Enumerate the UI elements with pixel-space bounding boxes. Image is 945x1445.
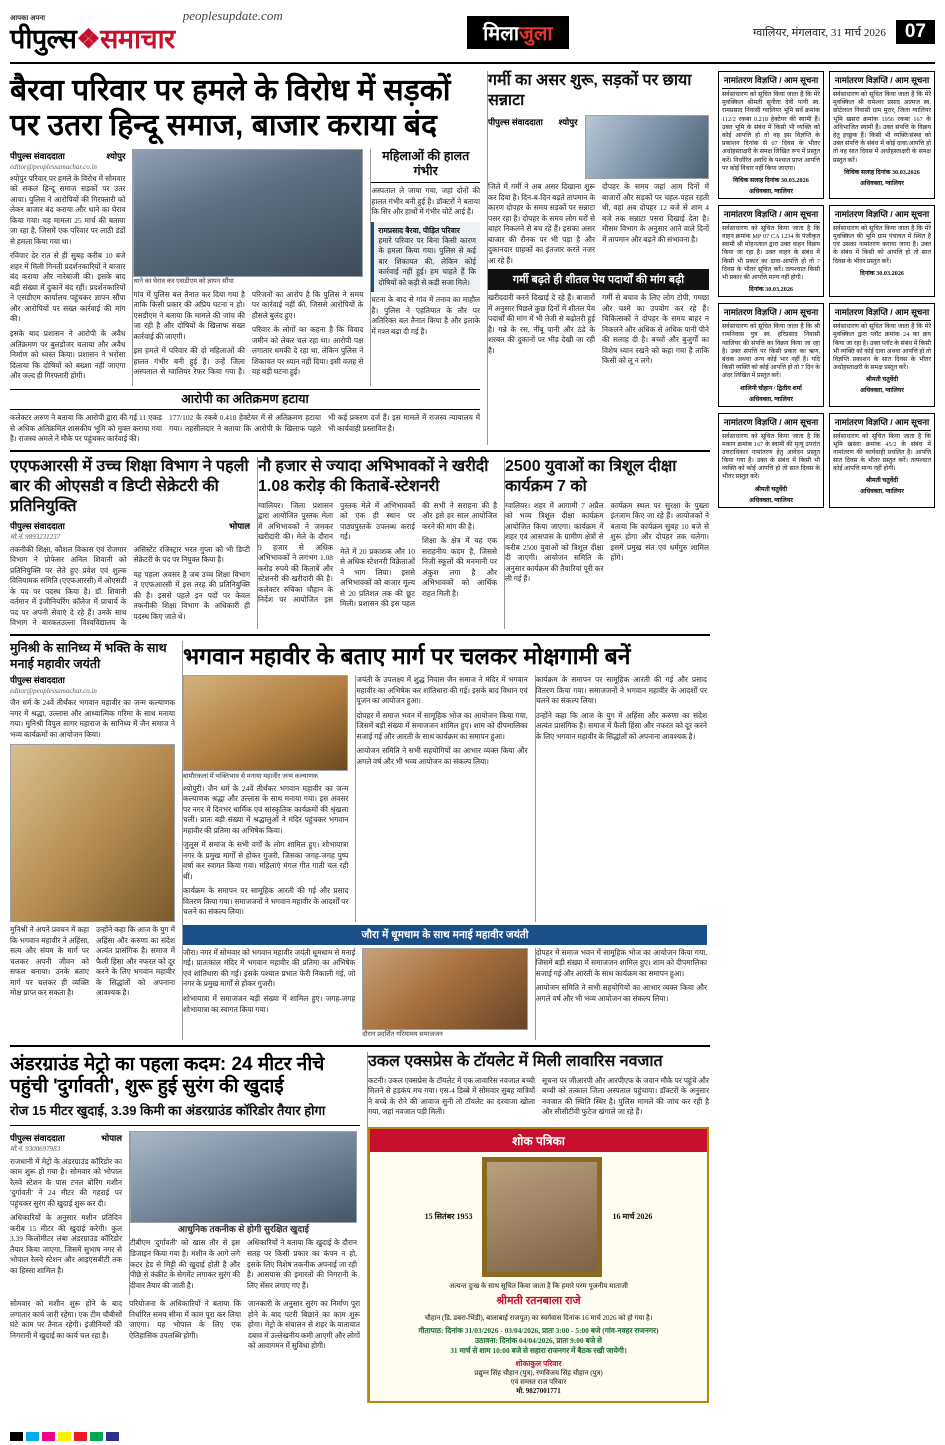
osd-body: तकनीकी शिक्षा, कौशल विकास एवं रोजगार विभाग ने प्रोफेसर अनिल शिवानी को प्रतिनियुक्ति पर लेते हुए प्रवेश एवं शुल्क विनियामक समिति (एएफआरसी) में ओएसडी के पद पर पदस्थ किया है। डॉ. शिवानी वर्तमान में इंजीनियरिंग कॉलेज में प्राचार्य के पद पर अपनी सेवाएं दे रहे हैं। उनके साथ विभाग ने बारकतउल्ला विश्वविद्यालय के असिस्टेंट रजिस्ट्रार भरत गुप्ता को भी डिप्टी सेक्रेटरी के पद पर नियुक्त किया है। यह पहला अवसर है जब उच्च शिक्षा विभाग ने एएफआरसी में इस तरह की प्रतिनियुक्ति की है। इससे पहले इन पदों पर केवल तकनीकी शिक्षा विभाग के अधिकारी ही पदस्थ किए जाते थे। — [10, 544, 250, 628]
lead-sub1-body2: घटना के बाद से गांव में तनाव का माहौल है। पुलिस ने एहतियात के तौर पर अतिरिक्त बल तैनात किया है और इलाके में गश्त बढ़ा दी गई है। — [371, 295, 480, 336]
deeksha-body: ग्वालियर। शहर में आगामी 7 अप्रैल को भव्य त्रिशूल दीक्षा कार्यक्रम आयोजित किया जाएगा। कार्यक्रम में शहर एवं आसपास के ग्रामीण क्षेत्रों से करीब 2500 युवाओं को त्रिशूल दीक्षा दी जाएगी। आयोजन समिति के अनुसार कार्यक्रम की तैयारियां पूरी कर ली गई हैं। कार्यक्रम स्थल पर सुरक्षा के पुख्ता इंतजाम किए जा रहे हैं। आयोजकों ने बताया कि कार्यक्रम सुबह 10 बजे से शुरू होगा और दोपहर तक चलेगा। इसमें प्रमुख संत एवं धर्मगुरु शामिल होंगे। — [505, 500, 709, 584]
weather-sub-body: खरीददारी करने दिखाई दे रहे हैं। बाजारों में अनुसार पिछले कुछ दिनों में शीतल पेय पदार्थों की मांग में भी तेजी से बढ़ोतरी हुई है। गन्ने के रस, नींबू पानी और ठंडे के शरबत की दुकानों पर भीड़ देखी जा रही है। गर्मी से बचाव के लिए लोग टोपी, गमछा और चश्मे का उपयोग कर रहे हैं। चिकित्सकों ने दोपहर के समय बाहर न निकलने और अधिक से अधिक पानी पीने की सलाह दी है। बच्चों और बुजुर्गों का विशेष ध्यान रखने को कहा गया है ताकि किसी को लू न लगे। — [488, 293, 709, 366]
obituary-title: शोक पत्रिका — [370, 1129, 707, 1152]
metro-subhead: रोज 15 मीटर खुदाई, 3.39 किमी का अंडरग्राउंड कॉरिडोर तैयार होगा — [10, 1103, 326, 1119]
metro-body-1: राजधानी में मेट्रो के अंडरग्राउंड कॉरिडोर का काम शुरू हो गया है। सोमवार को भोपाल रेलवे स्टेशन के पास टनल बोरिंग मशीन 'दुर्गावती' ने 24 मीटर की गहराई पर पहुंचकर सुरंग की खुदाई शुरू कर दी। अधिकारियों के अनुसार मशीन प्रतिदिन करीब 15 मीटर की खुदाई करेगी। कुल 3.39 किलोमीटर लंबा अंडरग्राउंड कॉरिडोर तैयार किया जाएगा, जिसमें सुभाष नगर से भोपाल रेलवे स्टेशन और आइएसबीटी तक का हिस्सा शामिल है। — [10, 1156, 122, 1275]
ukal-body: कटनी। उकल एक्सप्रेस के टॉयलेट में एक लावारिस नवजात बच्ची मिलने से हड़कंप मच गया। एस-4 डिब्बे में सोमवार सुबह यात्रियों ने बच्चे के रोने की आवाज सुनी तो टॉयलेट का दरवाजा खोला गया, जहां नवजात पड़ी मिली। सूचना पर जीआरपी और आरपीएफ के जवान मौके पर पहुंचे और बच्ची को तत्काल जिला अस्पताल पहुंचाया। डॉक्टरों के अनुसार नवजात की स्थिति स्थिर है। पुलिस मामले की जांच कर रही है और सीसीटीवी फुटेज खंगाले जा रहे हैं। — [368, 1075, 709, 1117]
weather-headline: गर्मी का असर शुरू, सड़कों पर छाया सन्नाटा — [488, 72, 692, 109]
mahavir-photo-main — [10, 744, 175, 922]
metro-body-2: टीबीएम 'दुर्गावती' को खास तौर से इस डिजाइन किया गया है। मशीन के आगे लगे कटर हेड से मिट्टी की खुदाई होती है और पीछे से कंक्रीट के सेगमेंट लगाकर सुरंग की दीवार तैयार की जाती है। अधिकारियों ने बताया कि खुदाई के दौरान सतह पर किसी प्रकार का कंपन न हो, इसके लिए विशेष तकनीक अपनाई जा रही है। आसपास की इमारतों की निगरानी के लिए सेंसर लगाए गए हैं। — [130, 1238, 357, 1290]
publication-logo[interactable] — [10, 14, 175, 56]
ad-body: सर्वसाधारण को सूचित किया जाता है कि मेरे मुवक्किल द्वारा प्लॉट क्रमांक 24 का क्रय किया जा रहा है। उक्त प्लॉट के संबंध में किसी भी व्यक्ति को कोई दावा अथवा आपत्ति हो तो विज्ञप्ति प्रकाशन के सात दिवस के भीतर अधोहस्ताक्षरी के समक्ष प्रस्तुत करें। — [833, 323, 931, 372]
ad-footer: शालिनी चौहान / द्वितीय शर्मा — [740, 384, 802, 392]
books-headline: नौ हजार से ज्यादा अभिभावकों ने खरीदी 1.08 करोड़ की किताबें-स्टेशनरी — [258, 457, 489, 495]
metro-headline: अंडरग्राउंड मेट्रो का पहला कदम: 24 मीटर नीचे पहुंची 'दुर्गावती', शुरू हुई सुरंग की खुदाई — [10, 1053, 325, 1098]
classified-ad[interactable] — [718, 413, 824, 508]
mahavir-kicker: मुनिश्री के सानिध्य में भक्ति के साथ मनाई महावीर जयंती — [10, 640, 167, 671]
ad-footer: विधिक सलाह दिनांक 30.03.2026 — [733, 176, 809, 184]
metro-photo-caption: आधुनिक तकनीक से होगी सुरक्षित खुदाई — [178, 1224, 309, 1235]
ad-body: सर्वसाधारण को सूचित किया जाता है कि श्री रामनिवास पुत्र स्व. हरिप्रसाद निवासी ग्वालियर की संपत्ति का विक्रय किया जा रहा है। उक्त संपत्ति पर किसी प्रकार का ऋण, बंधक अथवा अन्य कोई भार नहीं है। यदि किसी व्यक्ति को कोई आपत्ति हो तो 7 दिन के अंदर लिखित में प्रस्तुत करें। — [722, 323, 820, 380]
lead-headline: बैरवा परिवार पर हमले के विरोध में सड़कों पर उतरा हिन्दू समाज, बाजार कराया बंद — [10, 74, 451, 143]
ad-body: सर्वसाधारण को सूचित किया जाता है कि वाहन क्रमांक MP 07 CA 1234 के पंजीकृत स्वामी श्री मोहनलाल द्वारा उक्त वाहन विक्रय किया जा रहा है। उक्त वाहन के संबंध में किसी भी प्रकार का दावा-आपत्ति हो तो 7 दिवस के भीतर सूचित करें। तत्पश्चात किसी भी प्रकार की आपत्ति मान्य नहीं होगी। — [722, 224, 820, 281]
jaura-photo-caption: दौरान प्रदर्शित गरिमामय समाजजन — [362, 1031, 443, 1039]
ad-footer: श्रीमती चतुर्वेदी — [865, 376, 899, 384]
ad-footer-2: अधिवक्ता, ग्वालियर — [860, 387, 904, 395]
classified-ad[interactable] — [829, 303, 935, 406]
ukal-story — [368, 1052, 709, 1122]
obituary-family: प्रद्युम्न सिंह चौहान (पुत्र), रणविजय सिंह चौहान (पुत्र) — [474, 1369, 603, 1377]
ad-body: सर्वसाधारण को सूचित किया जाता है कि भूमि खसरा क्रमांक 45/2 के संबंध में नामांतरण की कार्यवाही प्रचलित है। आपत्ति सात दिवस के भीतर प्रस्तुत करें। तत्पश्चात कोई आपत्ति मान्य नहीं होगी। — [833, 432, 931, 473]
obituary-uthawana: उठावना: दिनांक 04/04/2026, प्रातः 9:00 बजे से — [474, 1336, 603, 1345]
weather-subhead-bar: गर्मी बढ़ते ही शीतल पेय पदार्थों की मांग बढ़ी — [488, 269, 709, 290]
ad-heading: नामांतरण विज्ञप्ति / आम सूचना — [722, 307, 820, 321]
mahavir-photo-2 — [183, 675, 348, 771]
obituary-gitapath: गीतापाठ: दिनांक 31/03/2026 - 03/04/2026, प्रातः 3:00 - 5:00 बजे (गांव-नवहर राजनगर) — [418, 1326, 659, 1335]
classified-ad[interactable] — [829, 413, 935, 508]
ad-body: सर्वसाधारण को सूचित किया जाता है कि मकान क्रमांक 167 के स्वामी की मृत्यु उपरांत उत्तराधिकार नामांतरण हेतु आवेदन प्रस्तुत किया गया है। उक्त के संबंध में किसी भी व्यक्ति को कोई आपत्ति हो तो सात दिवस के भीतर प्रस्तुत करें। — [722, 432, 820, 481]
books-story — [257, 457, 497, 629]
logo-superscript: आपका अपना — [10, 14, 46, 22]
ad-body: सर्वसाधारण को सूचित किया जाता है कि मेरे मुवक्किल श्री रामेश्वर प्रसाद आत्मज स्व. छोटेलाल निवासी ग्राम मुरार, जिला ग्वालियर भूमि खसरा क्रमांक 1956 रकबा 167 के अविभाजित स्वामी हैं। उक्त संपत्ति के विक्रय हेतु इच्छुक हैं। किसी भी व्यक्ति/संस्था को उक्त संपत्ति के संबंध में कोई दावा/आपत्ति हो तो वह सात दिवस में अधोहस्ताक्षरी के समक्ष प्रस्तुत करें। — [833, 91, 931, 164]
ad-heading: नामांतरण विज्ञप्ति / आम सूचना — [833, 75, 931, 89]
jaura-photo — [362, 948, 527, 1030]
weather-photo — [585, 115, 709, 179]
obituary-line-2: चौहान (डि. डबरा-भिंडी), बालाबाई राजपूत) का स्वर्गवास दिनांक 16 मार्च 2026 को हो गया है। — [424, 1313, 653, 1322]
ad-heading: नामांतरण विज्ञप्ति / आम सूचना — [722, 417, 820, 431]
page-number: 07 — [896, 20, 935, 44]
deeksha-headline: 2500 युवाओं का त्रिशूल दीक्षा कार्यक्रम 7 को — [505, 457, 677, 495]
ad-footer-2: अधिवक्ता, ग्वालियर — [860, 179, 904, 187]
obituary-family-2: एवं समस्त राज परिवार — [510, 1378, 567, 1386]
ad-footer: श्रीमती चतुर्वेदी — [754, 485, 788, 493]
lead-photo-caption: थाने का घेराव कर एसडीएम को ज्ञापन सौंपा — [133, 278, 234, 286]
website-url[interactable]: peoplesupdate.com — [182, 8, 283, 23]
obituary-line-1: अत्यन्त दुःख के साथ सूचित किया जाता है कि हमारे परम पूजनीय माताजी — [449, 1281, 628, 1290]
lead-sub1-body: अस्पताल ले जाया गया, जहां दोनों की हालत गंभीर बनी हुई है। डॉक्टरों ने बताया कि सिर और हाथों में गंभीर चोटें आई हैं। — [371, 186, 480, 217]
lead-byline-email: editor@peoplessamachar.co.in — [10, 162, 97, 171]
ad-footer-2: अधिवक्ता, ग्वालियर — [749, 187, 793, 195]
osd-headline: एएफआरसी में उच्च शिक्षा विभाग ने पहली बार की ओएसडी व डिप्टी सेक्रेटरी की प्रतिनियुक्ति — [10, 457, 249, 515]
cmyk-registration-bar — [10, 1432, 119, 1441]
lead-photo — [133, 149, 363, 277]
masthead — [10, 8, 935, 64]
ad-footer: दिनांक 30.03.2026 — [748, 286, 794, 294]
obituary-portrait — [482, 1157, 602, 1277]
masthead-left — [10, 8, 283, 56]
mahavir-headline: भगवान महावीर के बताए मार्ग पर चलकर मोक्षगामी बनें — [183, 642, 631, 669]
mahavir-right-body-2: कार्यक्रम के समापन पर सामूहिक आरती की गई और प्रसाद वितरण किया गया। समाजजनों ने भगवान महावीर के आदर्शों पर चलने का संकल्प लिया। उन्होंने कहा कि आज के युग में अहिंसा और करुणा का संदेश अत्यंत प्रासंगिक है। समाज में फैली हिंसा और नफरत को दूर करने के लिए भगवान महावीर के सिद्धांतों को अपनाना आवश्यक है। — [535, 675, 707, 741]
weather-story — [487, 71, 709, 445]
dateline: ग्वालियर, मंगलवार, 31 मार्च 2026 — [753, 26, 886, 39]
ad-heading: नामांतरण विज्ञप्ति / आम सूचना — [833, 209, 931, 223]
metro-body-3: सोमवार को मशीन शुरू होने के बाद लगातार कार्य जारी रहेगा। एक टीम चौबीसों घंटे काम पर तैनात रहेगी। इंजीनियरों की निगरानी में खुदाई का कार्य चल रहा है। परियोजना के अधिकारियों ने बताया कि निर्धारित समय सीमा में काम पूरा कर लिया जाएगा। यह भोपाल के लिए एक ऐतिहासिक उपलब्धि होगी। जानकारी के अनुसार सुरंग का निर्माण पूरा होने के बाद पटरी बिछाने का काम शुरू होगा। मेट्रो के संचालन से शहर के यातायात दबाव में उल्लेखनीय कमी आएगी और लोगों को आवागमन में सुविधा होगी। — [10, 1299, 360, 1351]
classified-ad[interactable] — [829, 71, 935, 199]
mahavir-mid-body: श्योपुरी। जैन धर्म के 24वें तीर्थंकर भगवान महावीर का जन्म कल्याणक श्रद्धा और उल्लास के साथ मनाया गया। इस अवसर पर नगर में दिनभर धार्मिक एवं सांस्कृतिक कार्यक्रमों की श्रृंखला चली। प्रातः बड़ी संख्या में श्रद्धालुओं ने मंदिर पहुंचकर भगवान महावीर की प्रतिमा का अभिषेक किया। जुलूस में समाज के सभी वर्गों के लोग शामिल हुए। शोभायात्रा नगर के प्रमुख मार्गों से होकर गुजरी, जिसका जगह-जगह पुष्प वर्षा कर स्वागत किया गया। महिलाएं मंगल गीत गाती चल रही थीं। कार्यक्रम के समापन पर सामूहिक आरती की गई और प्रसाद वितरण किया गया। समाजजनों ने भगवान महावीर के आदर्शों पर चलने का संकल्प लिया। — [183, 783, 349, 917]
classified-ad[interactable] — [718, 71, 824, 199]
ad-heading: नामांतरण विज्ञप्ति / आम सूचना — [722, 209, 820, 223]
ad-footer: दिनांक 30.03.2026 — [859, 269, 905, 277]
jaura-bar: जौरा में धूमधाम के साथ मनाई महावीर जयंती — [183, 925, 707, 945]
quote-attribution: रामप्रसाद बैरवा, पीड़ित परिवार — [378, 225, 460, 235]
obituary-shokakul: शोकाकुल परिवार — [515, 1359, 562, 1368]
mahavir-right-body: जयंती के उपलक्ष्य में शुद्ध निवास जैन समाज ने मंदिर में भगवान महावीर का अभिषेक कर शांतिधारा की गई। इसके बाद विधान एवं पूजन का आयोजन हुआ। दोपहर में समाज भवन में सामूहिक भोज का आयोजन किया गया, जिसमें बड़ी संख्या में समाजजन शामिल हुए। शाम को दीपमालिका सजाई गई और आरती के साथ कार्यक्रम का समापन हुआ। आयोजन समिति ने सभी सहयोगियों का आभार व्यक्त किया और अगले वर्ष और भी भव्य आयोजन का संकल्प लिया। — [356, 675, 528, 766]
mahavir-left-body: जैन धर्म के 24वें तीर्थंकर भगवान महावीर का जन्म कल्याणक नगर में श्रद्धा, उल्लास और आध्यात्मिक गरिमा के साथ मनाया गया। मुनिश्री विपुल सागर महाराज के सानिध्य में जैन समाज ने भव्य कार्यक्रमों का आयोजन किया। — [10, 698, 175, 739]
deeksha-story — [504, 457, 709, 629]
ad-body: सर्वसाधारण को सूचित किया जाता है कि मेरे मुवक्किल श्रीमती सुनीता देवी पत्नी स्व. रामप्रसाद निवासी ग्वालियर भूमि सर्वे क्रमांक 112/2 रकबा 0.218 हेक्टेयर की स्वामी हैं। उक्त भूमि के संबंध में किसी भी व्यक्ति को कोई आपत्ति हो तो वह इस विज्ञप्ति के प्रकाशन दिनांक से 07 दिवस के भीतर अधोहस्ताक्षरी के समक्ष लिखित रूप में प्रस्तुत करें। निर्धारित अवधि के पश्चात प्राप्त आपत्ति पर कोई विचार नहीं किया जाएगा। — [722, 91, 820, 172]
mahavir-email: editor@peoplessamachar.co.in — [10, 687, 97, 696]
metro-photo — [130, 1131, 357, 1223]
mahavir-byline: पीपुल्स संवाददाता — [10, 675, 65, 686]
metro-byline: पीपुल्स संवाददाता भोपाल — [10, 1132, 122, 1143]
ad-footer-2: अधिवक्ता, ग्वालियर — [749, 395, 793, 403]
logo-text: पीपुल्स❖समाचार — [10, 24, 175, 54]
lead-byline: पीपुल्स संवाददाता श्योपुर — [10, 150, 126, 161]
obituary-phone: मो. 9827001771 — [516, 1387, 561, 1395]
osd-mobile: मो.नं. 9893231237 — [10, 532, 61, 541]
lead-body-col1: श्योपुर परिवार पर हमले के विरोध में सोमवार को सकल हिन्दू समाज सड़कों पर उतर आया। पुलिस ने आरोपियों की गिरफ्तारी को लेकर बाजार बंद कराया और थाने का घेराव किया गया। यह मामला 25 मार्च की बताया जा रहा है, जिसमें एक परिवार पर लाठी डंडों से हमला किया गया था। रविवार देर रात से ही सुबह करीब 10 बजे शहर में मिली गिनती प्रदर्शनकारियों ने बाजार बंद कराया और नारेबाजी की। इसके बाद बड़ी संख्या में दुकानें बंद रहीं। प्रदर्शनकारियों ने एसडीएम कार्यालय पहुंचकर ज्ञापन सौंपा और आरोपियों पर सख्त कार्रवाई की मांग की। इसके बाद प्रशासन ने आरोपी के अवैध अतिक्रमण पर बुलडोजर चलाया और अवैध निर्माण को ध्वस्त किया। प्रशासन ने भरोसा दिलाया कि दोषियों को बख्शा नहीं जाएगा और जल्द ही गिरफ्तारी होगी। — [10, 173, 126, 381]
lead-story — [10, 71, 480, 445]
lead-subhead-1: महिलाओं की हालत गंभीर — [371, 149, 480, 183]
obituary-death-date: 16 मार्च 2026 — [612, 1212, 653, 1222]
jaura-body: जौरा। नगर में सोमवार को भगवान महावीर जयंती धूमधाम से मनाई गई। प्रातःकाल मंदिर में भगवान महावीर की प्रतिमा का अभिषेक एवं शांतिधारा की गई। इसके पश्चात प्रभात फेरी निकाली गई, जो नगर के प्रमुख मार्गों से होकर गुजरी। शोभायात्रा में समाजजन बड़ी संख्या में शामिल हुए। जगह-जगह शोभायात्रा का स्वागत किया गया। — [183, 947, 356, 1014]
mahavir-left-body2: मुनिश्री ने अपने प्रवचन में कहा कि भगवान महावीर ने अहिंसा, सत्य और संयम के मार्ग पर चलकर अपनी जीवन को सफल बनाया। उनके बताए मार्ग पर चलकर ही व्यक्ति मोक्ष प्राप्त कर सकता है। उन्होंने कहा कि आज के युग में अहिंसा और करुणा का संदेश अत्यंत प्रासंगिक है। समाज में फैली हिंसा और नफरत को दूर करने के लिए भगवान महावीर के सिद्धांतों को अपनाना आवश्यक है। — [10, 925, 175, 998]
ad-footer: श्रीमती चतुर्वेदी — [865, 477, 899, 485]
books-body: ग्वालियर। जिला प्रशासन द्वारा आयोजित पुस्तक मेला में अभिभावकों ने जमकर खरीदारी की। मेले के दौरान 9 हजार से अधिक अभिभावकों ने लगभग 1.08 करोड़ रुपये की किताबें और स्टेशनरी की खरीदारी की है। कलेक्टर रुचिका चौहान के निर्देश पर आयोजित इस पुस्तक मेले में अभिभावकों को एक ही स्थान पर पाठ्यपुस्तकें उपलब्ध कराई गईं। मेले में 20 प्रकाशक और 10 से अधिक स्टेशनरी विक्रेताओं ने भाग लिया। इससे अभिभावकों को बाजार मूल्य से 20 प्रतिशत तक की छूट मिली। प्रशासन की इस पहल की सभी ने सराहना की है और इसे हर साल आयोजित करने की मांग की है। शिक्षा के क्षेत्र में यह एक सराहनीय कदम है, जिससे निजी स्कूलों की मनमानी पर अंकुश लगा है और अभिभावकों को आर्थिक राहत मिली है। — [258, 500, 497, 609]
masthead-right — [753, 20, 935, 44]
lead-stats-body: कलेक्टर अरुण ने बताया कि आरोपी द्वारा की गई 11 एकड़ से अधिक अतिक्रमित शासकीय भूमि को मुक्त कराया गया है। राजस्व अमले ने मौके पर पहुंचकर कार्रवाई की। 177/102 के रकबे 0.418 हेक्टेयर में से अतिक्रमण हटाया गया। तहसीलदार ने बताया कि आरोपी के खिलाफ पहले भी कई प्रकरण दर्ज हैं। इस मामले में राजस्व न्यायालय में भी कार्यवाही प्रस्तावित है। — [10, 413, 480, 444]
ad-footer-2: अधिवक्ता, ग्वालियर — [749, 496, 793, 504]
jaura-body-2: दोपहर में समाज भवन में सामूहिक भोज का आयोजन किया गया, जिसमें बड़ी संख्या में समाजजन शामिल हुए। शाम को दीपमालिका सजाई गई और आरती के साथ कार्यक्रम का समापन हुआ। आयोजन समिति ने सभी सहयोगियों का आभार व्यक्त किया और अगले वर्ष और भी भव्य आयोजन का संकल्प लिया। — [535, 947, 708, 1003]
osd-story — [10, 457, 250, 629]
ad-heading: नामांतरण विज्ञप्ति / आम सूचना — [833, 417, 931, 431]
ukal-headline: उकल एक्सप्रेस के टॉयलेट में मिली लावारिस नवजात — [368, 1052, 663, 1070]
classified-ad[interactable] — [829, 205, 935, 297]
quote-text: हमारे परिवार पर बिना किसी कारण के हमला किया गया। पुलिस से कई बार शिकायत की, लेकिन कोई कार्रवाई नहीं हुई। हम चाहते हैं कि दोषियों को कड़ी से कड़ी सजा मिले। — [378, 235, 476, 287]
metro-mobile: मो.नं. 9300697983 — [10, 1144, 61, 1153]
obituary-name: श्रीमती रतनबाला राजे — [496, 1294, 581, 1307]
obituary-baithak: 31 मार्च से शाम 10:00 बजे से सहारा राजनगर में बैठक रखी जायेगी। — [450, 1346, 627, 1355]
ad-footer-2: अधिवक्ता, ग्वालियर — [860, 488, 904, 496]
main-content — [10, 71, 710, 1403]
ukal-and-obit — [367, 1052, 709, 1403]
section-tag: मिलाजुला — [467, 16, 568, 49]
weather-body: जिले में गर्मी ने अब असर दिखाना शुरू कर दिया है। दिन-ब-दिन बढ़ते तापमान के कारण दोपहर के समय सड़कों पर सन्नाटा पसर रहा है। दोपहर के समय लोग घरों से बाहर निकलने से बच रहे हैं। इसका असर बाजार की रौनक पर भी पड़ा है और दुकानदार ग्राहकों का इंतजार करते नजर आ रहे हैं। दोपहर के समय जहां आम दिनों में बाजारों और सड़कों पर चहल-पहल रहती थी, वहां अब दोपहर 12 बजे से शाम 4 बजे तक सन्नाटा पसरा दिखाई देता है। मौसम विभाग के अनुसार आने वाले दिनों में तापमान और बढ़ने की संभावना है। — [488, 182, 709, 265]
ad-heading: नामांतरण विज्ञप्ति / आम सूचना — [833, 307, 931, 321]
classified-ad[interactable] — [718, 205, 824, 297]
mahavir-photo-caption: बामौरकलां में भक्तिभाव से मनाया महावीर जन्म कल्याणक — [183, 772, 319, 780]
obituary-birth-date: 15 सितंबर 1953 — [424, 1212, 473, 1222]
ad-heading: नामांतरण विज्ञप्ति / आम सूचना — [722, 75, 820, 89]
mahavir-story — [10, 641, 710, 1040]
lead-quote-box — [371, 222, 480, 293]
metro-story — [10, 1052, 360, 1403]
ad-footer: विधिक सलाह दिनांक 30.03.2026 — [844, 168, 920, 176]
lead-body-col2: गांव में पुलिस बल तैनात कर दिया गया है ताकि किसी प्रकार की अप्रिय घटना न हो। एसडीएम ने बताया कि मामले की जांच की जा रही है और दोषियों के खिलाफ सख्त कार्रवाई की जाएगी। इस हमले में परिवार की दो महिलाओं की हालत गंभीर बनी हुई है। उन्हें जिला अस्पताल से ग्वालियर रेफर किया गया है। परिजनों का आरोप है कि पुलिस ने समय पर कार्रवाई नहीं की, जिससे आरोपियों के हौसले बुलंद हुए। परिवार के लोगों का कहना है कि विवाद जमीन को लेकर चल रहा था। आरोपी पक्ष लगातार धमकी दे रहा था, लेकिन पुलिस ने शिकायत पर ध्यान नहीं दिया। इसी वजह से यह बड़ी घटना हुई। — [133, 289, 364, 377]
classifieds-rail — [718, 71, 935, 1403]
ad-body: सर्वसाधारण को सूचित किया जाता है कि मेरे मुवक्किल की भूमि ग्राम पंचायत में स्थित है एवं उसका नामांतरण कराया जाना है। उक्त के संबंध में किसी को आपत्ति हो तो सात दिवस के भीतर प्रस्तुत करें। — [833, 224, 931, 265]
lead-subhead-2: आरोपी का अतिक्रमण हटाया — [10, 389, 480, 411]
obituary-notice — [368, 1127, 709, 1403]
weather-byline: पीपुल्स संवाददाता श्योपुर — [488, 117, 578, 127]
osd-byline: पीपुल्स संवाददाता भोपाल — [10, 520, 250, 531]
classified-ad[interactable] — [718, 303, 824, 406]
